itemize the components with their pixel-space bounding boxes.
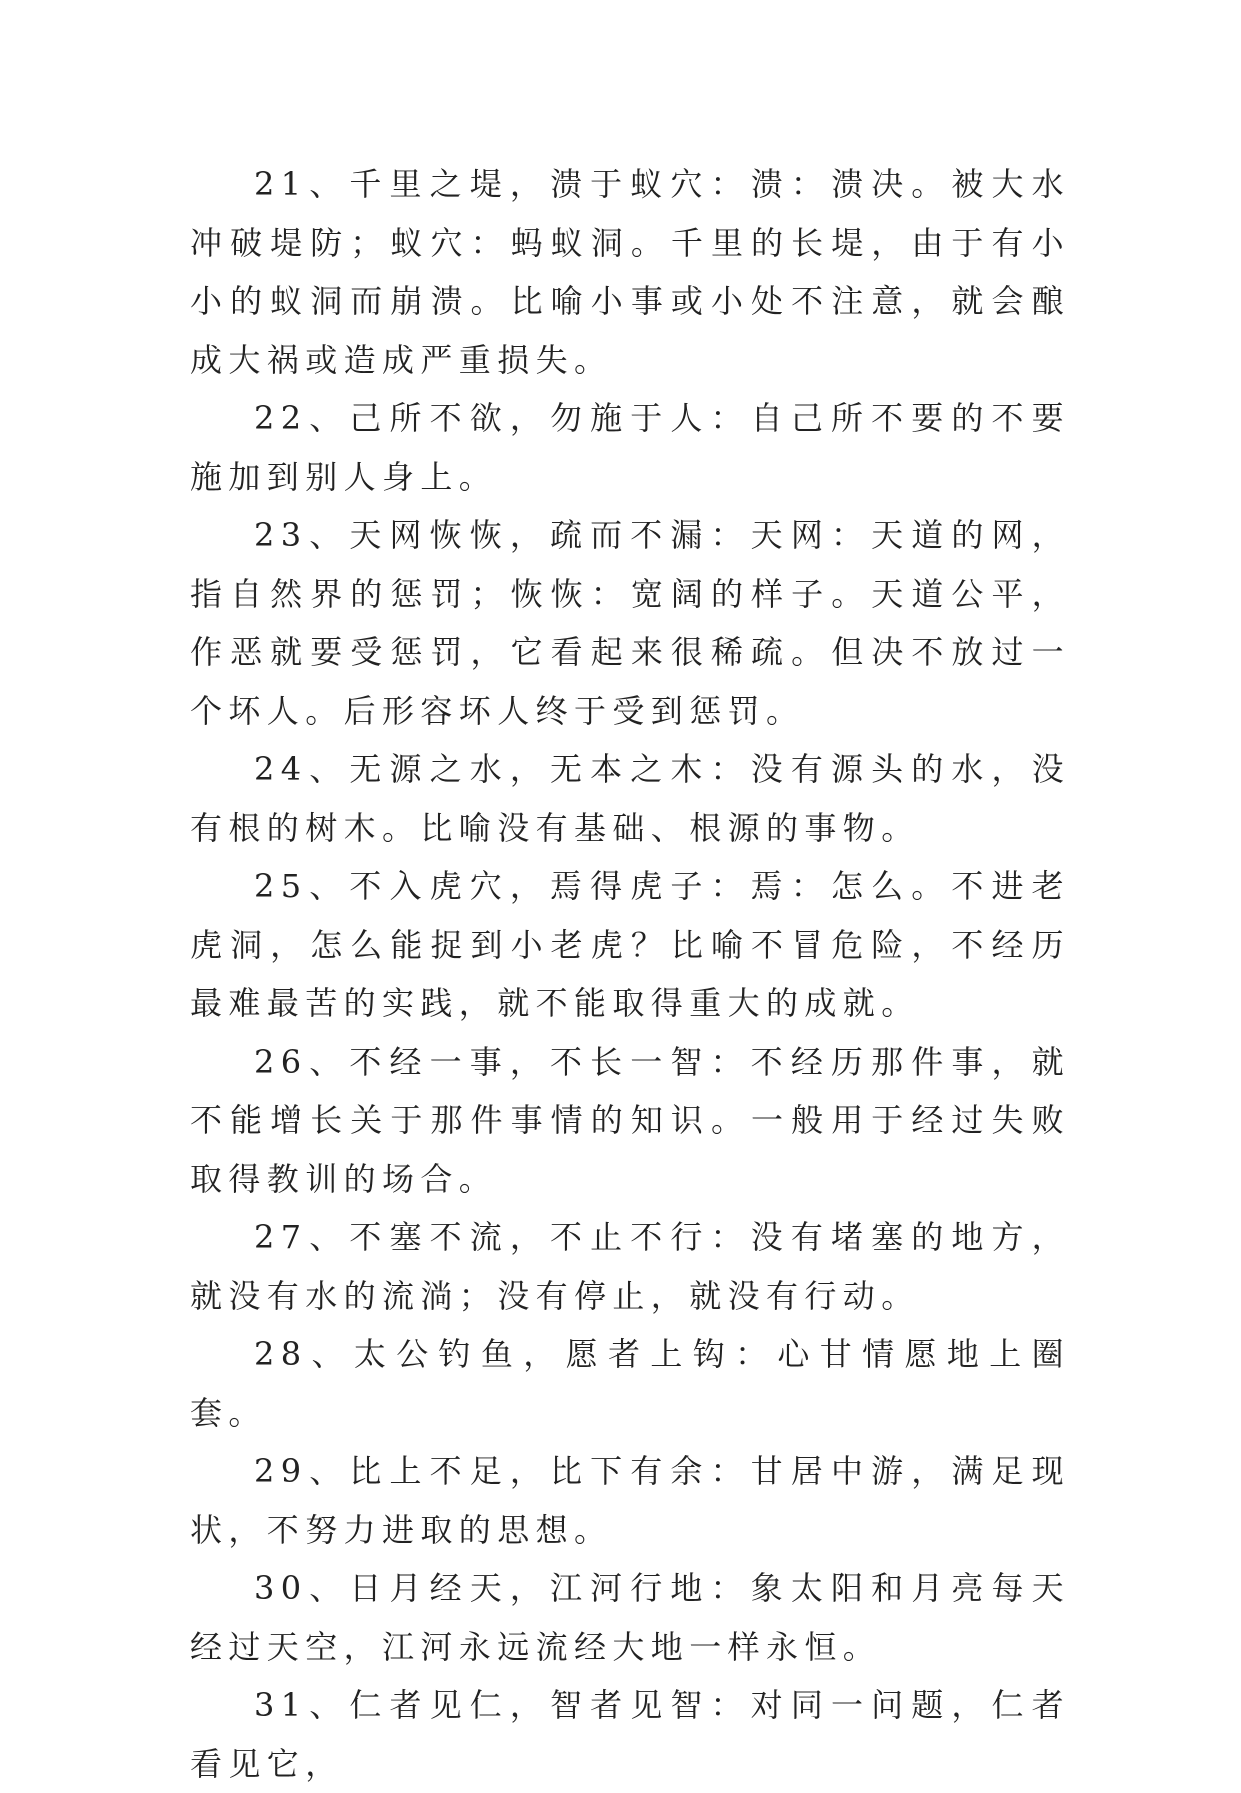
paragraph-28: 28、太公钓鱼，愿者上钩：心甘情愿地上圈套。 bbox=[190, 1335, 1070, 1432]
paragraph-21: 21、千里之堤，溃于蚁穴：溃：溃决。被大水冲破堤防；蚁穴：蚂蚁洞。千里的长堤，由于有小小的蚁洞而崩溃。比喻小事或小处不注意，就会酿成大祸或造成严重损失。 bbox=[190, 165, 1070, 379]
document-body bbox=[190, 155, 1070, 1793]
paragraph-22: 22、己所不欲，勿施于人：自己所不要的不要施加到别人身上。 bbox=[190, 399, 1070, 496]
paragraph-26: 26、不经一事，不长一智：不经历那件事，就不能增长关于那件事情的知识。一般用于经过失败取得教训的场合。 bbox=[190, 1042, 1070, 1198]
paragraph-23: 23、天网恢恢，疏而不漏：天网：天道的网，指自然界的惩罚；恢恢：宽阔的样子。天道公平，作恶就要受惩罚，它看起来很稀疏。但决不放过一个坏人。后形容坏人终于受到惩罚。 bbox=[190, 516, 1070, 730]
paragraph-25: 25、不入虎穴，焉得虎子：焉：怎么。不进老虎洞，怎么能捉到小老虎？比喻不冒危险，不经历最难最苦的实践，就不能取得重大的成就。 bbox=[190, 867, 1070, 1022]
paragraph-24: 24、无源之水，无本之木：没有源头的水，没有根的树木。比喻没有基础、根源的事物。 bbox=[190, 750, 1070, 847]
paragraph-31: 31、仁者见仁，智者见智：对同一问题，仁者看见它， bbox=[190, 1686, 1070, 1783]
paragraph-29: 29、比上不足，比下有余：甘居中游，满足现状，不努力进取的思想。 bbox=[190, 1452, 1070, 1549]
paragraph-27: 27、不塞不流，不止不行：没有堵塞的地方，就没有水的流淌；没有停止，就没有行动。 bbox=[190, 1218, 1070, 1315]
paragraph-30: 30、日月经天，江河行地：象太阳和月亮每天经过天空，江河永远流经大地一样永恒。 bbox=[190, 1569, 1070, 1666]
